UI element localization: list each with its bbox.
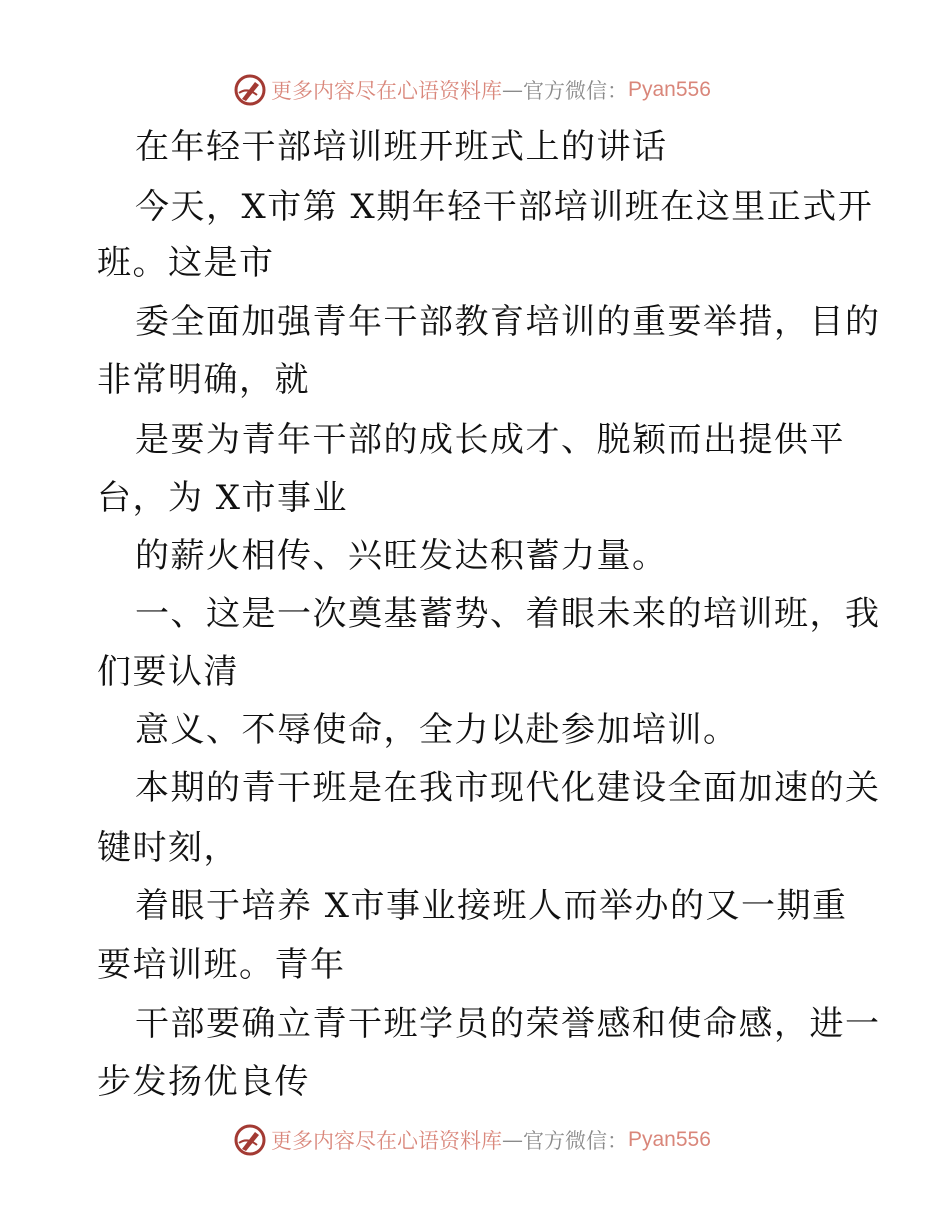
banner-separator: — [502, 1128, 523, 1152]
text-line: 在年轻干部培训班开班式上的讲话 [135, 127, 668, 167]
text-line: 键时刻， [97, 828, 239, 868]
banner-main-text: 更多内容尽在心语资料库 [271, 79, 502, 103]
text-line: 干部要确立青干班学员的荣誉感和使命感，进一 [135, 1004, 881, 1044]
banner-wechat-label: 官方微信： [523, 1129, 628, 1153]
banner-wechat-id: Pyan556 [628, 78, 711, 101]
text-line: 一、这是一次奠基蓄势、着眼未来的培训班，我 [135, 594, 881, 634]
banner-separator: — [502, 78, 523, 102]
text-line: 们要认清 [97, 652, 239, 692]
text-line: 今天，X市第 X期年轻干部培训班在这里正式开 [135, 187, 874, 227]
text-line: 台，为 X市事业 [97, 478, 349, 518]
text-line: 非常明确，就 [97, 360, 310, 400]
text-line: 要培训班。青年 [97, 945, 346, 985]
pen-logo-icon [233, 73, 267, 107]
text-line: 着眼于培养 X市事业接班人而举办的又一期重 [135, 886, 848, 926]
banner-main-text: 更多内容尽在心语资料库 [271, 1129, 502, 1153]
text-line: 步发扬优良传 [97, 1062, 310, 1102]
text-line: 意义、不辱使命，全力以赴参加培训。 [135, 710, 739, 750]
text-line: 班。这是市 [97, 243, 275, 283]
text-line: 的薪火相传、兴旺发达积蓄力量。 [135, 536, 668, 576]
footer-banner [233, 1120, 711, 1160]
header-banner [233, 70, 711, 110]
banner-wechat-label: 官方微信： [523, 79, 628, 103]
text-line: 委全面加强青年干部教育培训的重要举措，目的 [135, 302, 881, 342]
pen-logo-icon [233, 1123, 267, 1157]
text-line: 是要为青年干部的成长成才、脱颖而出提供平 [135, 420, 845, 460]
banner-wechat-id: Pyan556 [628, 1128, 711, 1151]
text-line: 本期的青干班是在我市现代化建设全面加速的关 [135, 768, 881, 808]
